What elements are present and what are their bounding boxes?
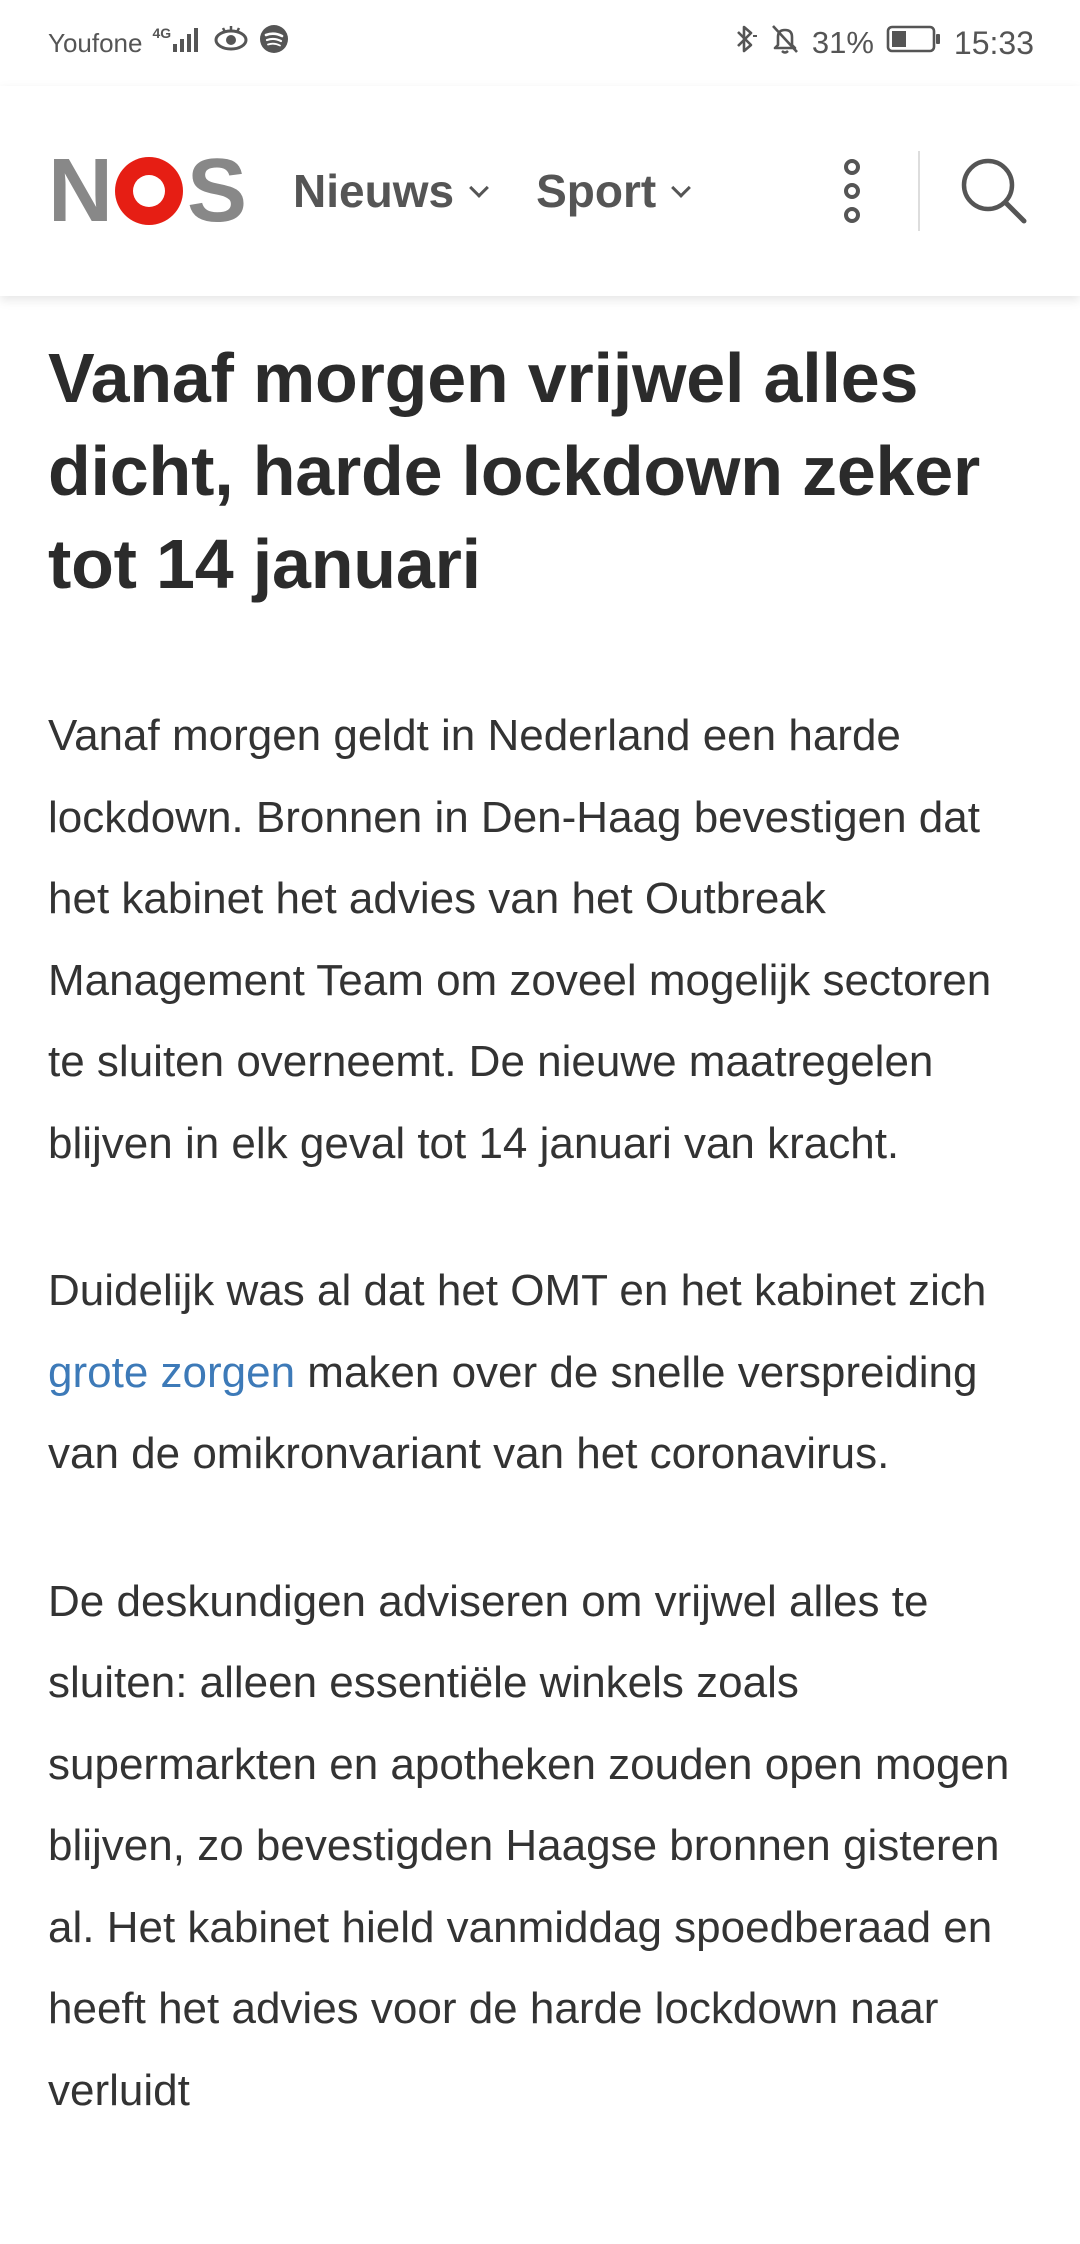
clock: 15:33 — [953, 24, 1034, 61]
battery-icon — [886, 24, 942, 62]
grote-zorgen-link[interactable]: grote zorgen — [48, 1347, 296, 1397]
logo-circle — [115, 157, 183, 225]
status-bar-left — [48, 24, 299, 62]
article-paragraph: Vanaf morgen geldt in Nederland een harde lockdown. Bronnen in Den-Haag bevestigen dat het kabinet het advies van het Outbreak Management Team om zoveel mogelijk sectoren te sluiten overneemt. De nieuwe maatregelen blijven in elk geval tot 14 januari van kracht. — [48, 711, 992, 1168]
article-paragraph — [48, 1250, 1032, 1495]
article — [0, 296, 1080, 2197]
carrier-name: Youfone — [48, 27, 143, 58]
logo-letter-s: S — [187, 141, 246, 241]
signal-icon — [173, 26, 203, 60]
status-bar — [0, 0, 1080, 86]
nav-sport[interactable] — [536, 164, 688, 218]
nos-logo[interactable] — [48, 141, 246, 241]
more-dots-icon — [844, 207, 860, 223]
chevron-down-icon — [469, 178, 489, 198]
search-button[interactable] — [954, 151, 1034, 231]
paragraph-text: Duidelijk was al dat het OMT en het kabinet zich — [48, 1266, 987, 1315]
header-divider — [918, 151, 920, 231]
paragraph-text: maken over de snelle verspreiding van de omikronvariant van het coronavirus. — [48, 1347, 978, 1478]
status-bar-right — [720, 23, 1034, 63]
logo-letter-n: N — [48, 141, 111, 241]
mute-icon — [770, 23, 800, 63]
bluetooth-icon — [732, 23, 758, 63]
nav-sport-label: Sport — [536, 165, 657, 217]
nav-nieuws[interactable] — [293, 164, 486, 218]
more-dots-icon — [844, 183, 860, 199]
more-dots-icon — [844, 159, 860, 175]
article-headline: Vanaf morgen vrijwel alles dicht, harde lockdown zeker tot 14 januari — [48, 339, 981, 603]
spotify-icon — [259, 24, 289, 62]
search-icon — [954, 151, 1034, 231]
article-paragraph: De deskundigen adviseren om vrijwel alles te sluiten: alleen essentiële winkels zoals supermarkten en apotheken zouden open mogen blijven, zo bevestigden Haagse bronnen gisteren al. Het kabinet hield vanmiddag spoedberaad en heeft het advies voor de harde lockdown naar verluidt — [48, 1576, 1010, 2115]
chevron-down-icon — [671, 178, 691, 198]
more-menu-button[interactable] — [822, 141, 882, 241]
site-header — [0, 86, 1080, 296]
eye-icon — [213, 26, 249, 60]
nav-nieuws-label: Nieuws — [293, 165, 455, 217]
battery-percent: 31% — [811, 25, 874, 60]
network-type: 4G — [152, 25, 172, 41]
